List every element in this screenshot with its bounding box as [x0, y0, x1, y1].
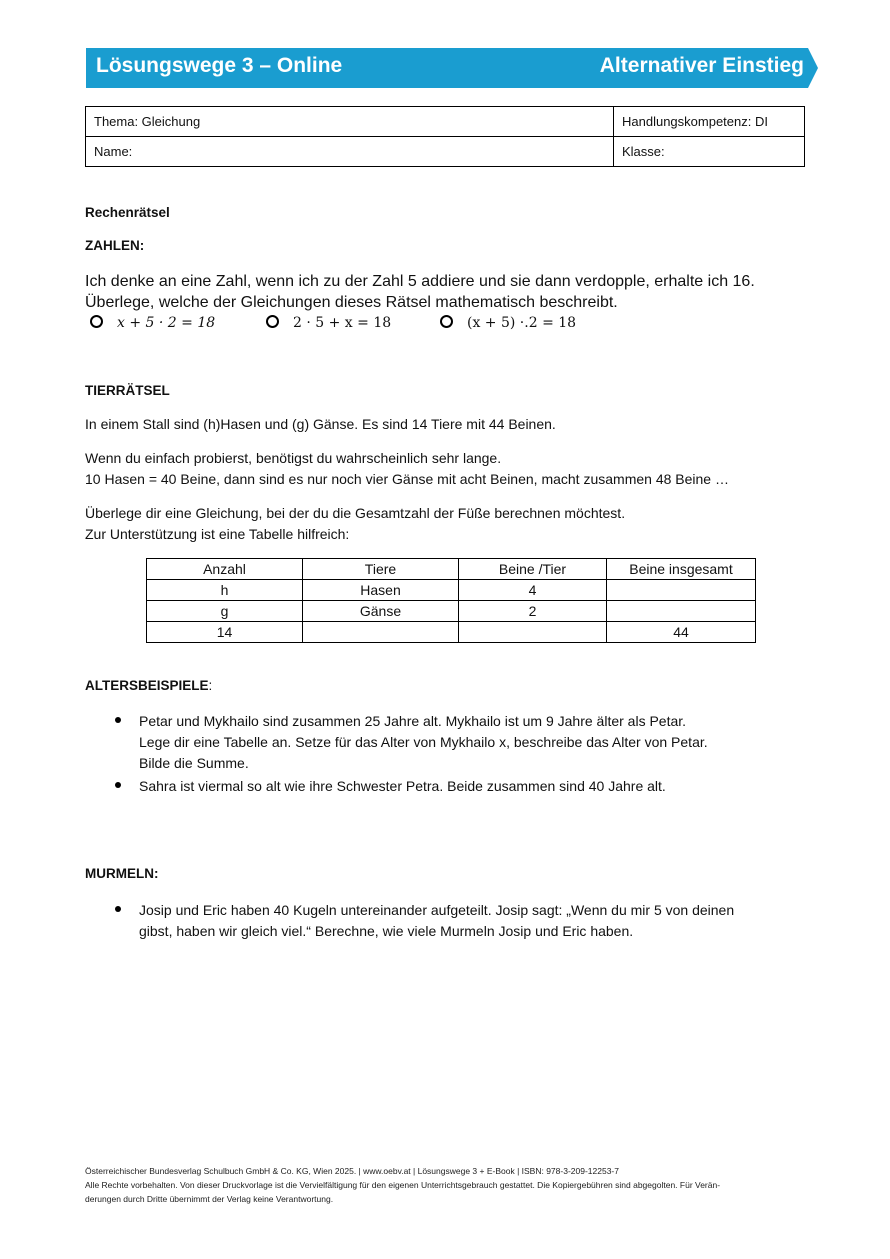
footer-line3: derungen durch Dritte übernimmt der Verlag keine Verantwortung. [85, 1194, 334, 1204]
radio-circle-icon[interactable] [266, 315, 279, 328]
option-1-label: x + 5 · 2 = 18 [117, 315, 216, 331]
footer [85, 1164, 810, 1206]
option-3-label: (x + 5) ·.2 = 18 [467, 315, 577, 331]
table-header: Anzahl [147, 559, 303, 580]
footer-line1: Österreichischer Bundesverlag Schulbuch GmbH & Co. KG, Wien 2025. | www.oebv.at | Lösungswege 3 + E-Book | ISBN: 978-3-209-12253-7 [85, 1166, 619, 1176]
marbles-item1-line1: Josip und Eric haben 40 Kugeln untereinander aufgeteilt. Josip sagt: „Wenn du mir 5 von deinen [139, 902, 735, 918]
numbers-line2: Überlege, welche der Gleichungen dieses Rätsel mathematisch beschreibt. [85, 294, 618, 311]
animals-p2b: 10 Hasen = 40 Beine, dann sind es nur noch vier Gänse mit acht Beinen, macht zusammen 48 Beine … [85, 471, 729, 487]
header-banner [86, 48, 808, 88]
table-row [147, 601, 756, 622]
footer-line2: Alle Rechte vorbehalten. Von dieser Druckvorlage ist die Vervielfältigung für den eigenen Unterrichtsgebrauch gestattet. Die Kopiergebühren sind abgegolten. Für Verän- [85, 1180, 721, 1190]
topic-cell: Thema: Gleichung [86, 107, 614, 137]
table-cell: g [147, 601, 303, 622]
marbles-title: MURMELN: [85, 866, 159, 881]
table-cell: Hasen [303, 580, 459, 601]
marbles-item1-line2: gibst, haben wir gleich viel.“ Berechne, wie viele Murmeln Josip und Eric haben. [139, 923, 634, 939]
option-1[interactable] [90, 315, 215, 331]
animals-p2a: Wenn du einfach probierst, benötigst du wahrscheinlich sehr lange. [85, 450, 502, 466]
animals-p3a: Überlege dir eine Gleichung, bei der du die Gesamtzahl der Füße berechnen möchtest. [85, 505, 626, 521]
table-cell: Gänse [303, 601, 459, 622]
ages-item1-line2: Lege dir eine Tabelle an. Setze für das Alter von Mykhailo x, beschreibe das Alter von Petar. [139, 734, 708, 750]
table-header: Tiere [303, 559, 459, 580]
table-cell: h [147, 580, 303, 601]
table-cell [607, 601, 756, 622]
animals-p3b: Zur Unterstützung ist eine Tabelle hilfreich: [85, 526, 350, 542]
bullet-icon [115, 717, 121, 723]
animals-p1: In einem Stall sind (h)Hasen und (g) Gänse. Es sind 14 Tiere mit 44 Beinen. [85, 416, 556, 432]
table-row [147, 622, 756, 643]
banner-title-left: Lösungswege 3 – Online [96, 54, 343, 77]
table-cell [607, 580, 756, 601]
animals-title: TIERRÄTSEL [85, 383, 170, 398]
ages-item1-line1: Petar und Mykhailo sind zusammen 25 Jahre alt. Mykhailo ist um 9 Jahre älter als Petar. [139, 713, 687, 729]
banner-title-right: Alternativer Einstieg [599, 54, 804, 77]
name-cell: Name: [86, 137, 614, 167]
section-heading: Rechenrätsel [85, 205, 170, 220]
table-header-row [147, 559, 756, 580]
class-cell: Klasse: [614, 137, 805, 167]
table-cell [459, 622, 607, 643]
animals-table [146, 558, 756, 643]
competence-cell: Handlungskompetenz: DI [614, 107, 805, 137]
radio-circle-icon[interactable] [440, 315, 453, 328]
table-cell: 14 [147, 622, 303, 643]
table-header: Beine insgesamt [607, 559, 756, 580]
table-cell: 2 [459, 601, 607, 622]
table-cell: 4 [459, 580, 607, 601]
info-table [85, 106, 805, 167]
option-2-label: 2 · 5 + x = 18 [293, 315, 392, 331]
option-2[interactable] [266, 315, 391, 331]
ages-title: ALTERSBEISPIELE [85, 678, 209, 693]
ages-title-line [85, 678, 212, 693]
numbers-title: ZAHLEN: [85, 238, 145, 253]
ages-item2: Sahra ist viermal so alt wie ihre Schwester Petra. Beide zusammen sind 40 Jahre alt. [139, 778, 666, 794]
bullet-icon [115, 906, 121, 912]
radio-circle-icon[interactable] [90, 315, 103, 328]
numbers-line1: Ich denke an eine Zahl, wenn ich zu der Zahl 5 addiere und sie dann verdopple, erhalte ich 16. [85, 273, 755, 290]
bullet-icon [115, 782, 121, 788]
ages-item1-line3: Bilde die Summe. [139, 755, 249, 771]
ages-title-colon: : [208, 678, 213, 693]
table-cell: 44 [607, 622, 756, 643]
table-cell [303, 622, 459, 643]
table-row [147, 580, 756, 601]
table-header: Beine /Tier [459, 559, 607, 580]
option-3[interactable] [440, 315, 576, 331]
